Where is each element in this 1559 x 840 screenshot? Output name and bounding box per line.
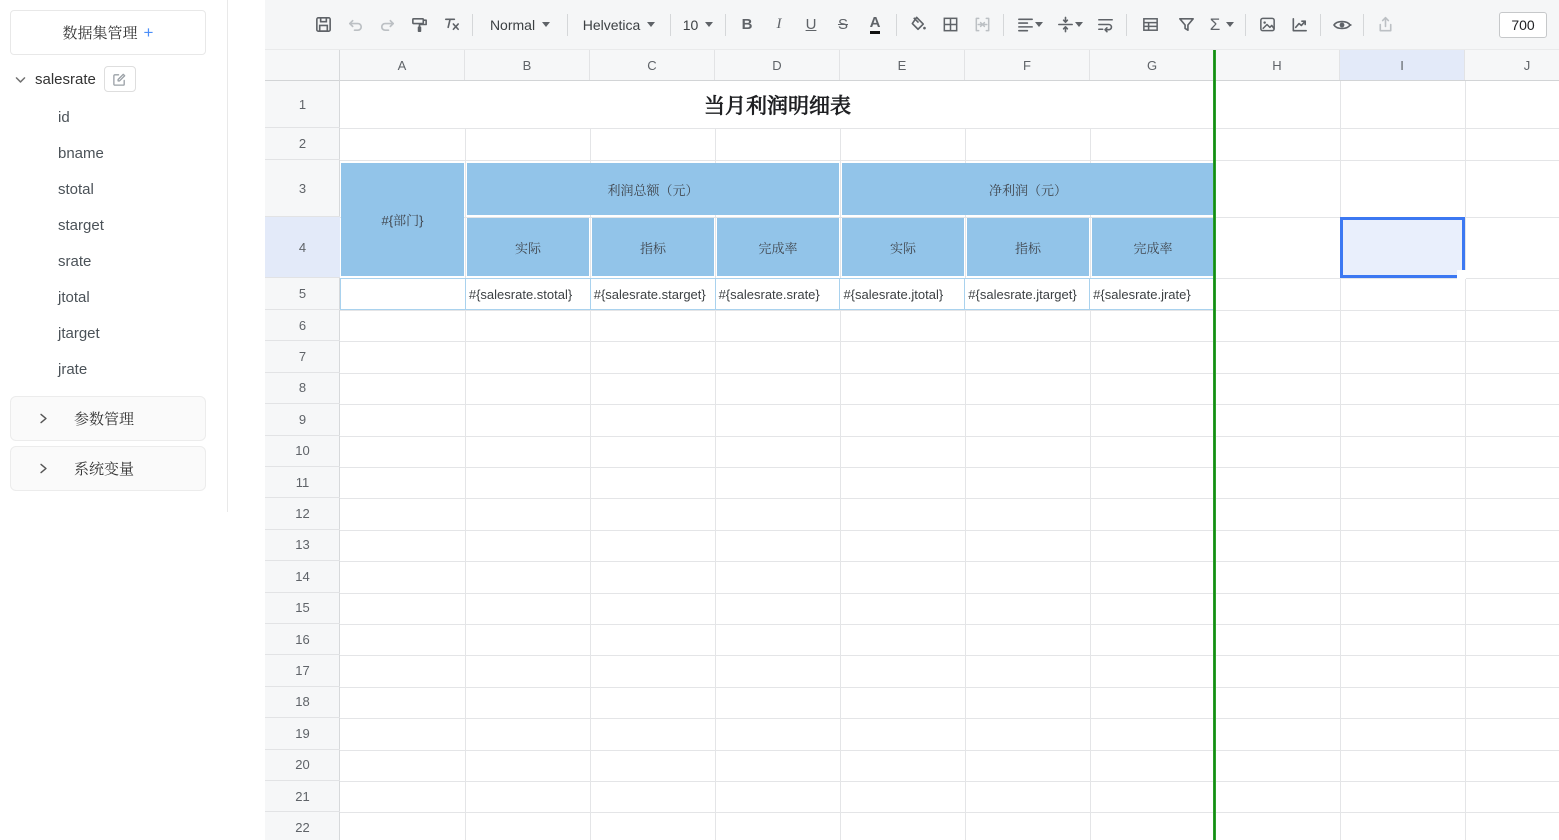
row-header[interactable]: 16 bbox=[265, 624, 340, 655]
sheet-grid bbox=[265, 50, 1559, 840]
row-header[interactable]: 22 bbox=[265, 812, 340, 840]
column-header[interactable]: D bbox=[715, 50, 840, 80]
report-sub-header-cell[interactable]: 完成率 bbox=[1092, 218, 1214, 276]
report-sub-header-cell[interactable]: 实际 bbox=[467, 218, 589, 276]
cell-style-dropdown[interactable] bbox=[478, 10, 562, 40]
zoom-input[interactable] bbox=[1499, 12, 1547, 38]
paint-format-icon bbox=[410, 15, 429, 34]
caret-down-icon bbox=[1226, 22, 1234, 27]
dataset-field[interactable]: jrate bbox=[58, 361, 88, 378]
report-sub-header-cell[interactable]: 指标 bbox=[967, 218, 1089, 276]
sidebar bbox=[0, 0, 228, 512]
paint-format-button[interactable] bbox=[403, 10, 435, 40]
text-color-button[interactable] bbox=[859, 10, 891, 40]
report-data-cell-empty[interactable] bbox=[341, 279, 466, 309]
report-table bbox=[340, 160, 1215, 310]
font-size-value: 10 bbox=[682, 16, 699, 33]
row-header[interactable]: 21 bbox=[265, 781, 340, 812]
text-wrap-button[interactable] bbox=[1089, 10, 1121, 40]
redo-button[interactable] bbox=[371, 10, 403, 40]
row-headers bbox=[265, 81, 340, 840]
toolbar-divider bbox=[896, 14, 897, 36]
dataset-field[interactable]: stotal bbox=[58, 181, 94, 198]
font-size-dropdown[interactable] bbox=[676, 10, 720, 40]
clear-format-button[interactable] bbox=[435, 10, 467, 40]
dataset-name: salesrate bbox=[35, 70, 96, 88]
row-header[interactable]: 6 bbox=[265, 310, 340, 341]
report-data-cell[interactable]: #{salesrate.jtotal} bbox=[840, 279, 965, 309]
undo-button[interactable] bbox=[339, 10, 371, 40]
italic-icon: I bbox=[776, 16, 782, 32]
table-icon bbox=[1141, 15, 1160, 34]
underline-icon: U bbox=[805, 16, 817, 33]
bold-button[interactable] bbox=[731, 10, 763, 40]
report-row-header-cell[interactable]: #{部门} bbox=[341, 163, 464, 276]
column-headers bbox=[340, 50, 1559, 81]
row-header[interactable]: 15 bbox=[265, 593, 340, 624]
report-group-header-cell[interactable]: 利润总额（元） bbox=[467, 163, 839, 215]
dataset-manager-button[interactable] bbox=[10, 10, 206, 55]
merge-cells-button[interactable] bbox=[966, 10, 998, 40]
row-header[interactable]: 3 bbox=[265, 160, 340, 217]
cell-style-value: Normal bbox=[489, 16, 536, 33]
row-header[interactable]: 9 bbox=[265, 404, 340, 435]
fill-color-button[interactable] bbox=[902, 10, 934, 40]
image-icon bbox=[1258, 15, 1277, 34]
save-icon bbox=[314, 15, 333, 34]
add-dataset-icon[interactable]: + bbox=[143, 22, 154, 42]
text-wrap-icon bbox=[1096, 15, 1115, 34]
chevron-right-icon bbox=[37, 462, 50, 475]
report-sub-header-cell[interactable]: 完成率 bbox=[717, 218, 839, 276]
report-group-header-cell[interactable]: 净利润（元） bbox=[842, 163, 1214, 215]
horizontal-align-dropdown[interactable] bbox=[1009, 10, 1049, 40]
edit-pencil-icon bbox=[112, 72, 127, 87]
save-button[interactable] bbox=[307, 10, 339, 40]
report-data-cell[interactable]: #{salesrate.jtarget} bbox=[965, 279, 1090, 309]
eye-icon bbox=[1332, 15, 1352, 35]
report-sub-header-row bbox=[467, 218, 1214, 276]
column-header[interactable]: A bbox=[340, 50, 465, 80]
align-middle-icon bbox=[1056, 15, 1075, 34]
toolbar-divider bbox=[1320, 14, 1321, 36]
dataset-field[interactable]: bname bbox=[58, 145, 104, 162]
toolbar bbox=[265, 0, 1559, 50]
selected-cell[interactable] bbox=[1340, 217, 1465, 278]
toolbar-divider bbox=[1363, 14, 1364, 36]
row-header[interactable]: 4 bbox=[265, 217, 340, 278]
row-header[interactable]: 12 bbox=[265, 498, 340, 529]
row-header[interactable]: 5 bbox=[265, 278, 340, 310]
sidebar-section[interactable] bbox=[10, 446, 206, 491]
toolbar-divider bbox=[1245, 14, 1246, 36]
sum-dropdown[interactable] bbox=[1204, 10, 1240, 40]
text-color-icon: A bbox=[870, 15, 881, 34]
column-header[interactable]: B bbox=[465, 50, 590, 80]
dataset-manager-label: 数据集管理 bbox=[62, 25, 138, 42]
report-data-cell[interactable]: #{salesrate.stotal} bbox=[466, 279, 591, 309]
chevron-right-icon bbox=[37, 412, 50, 425]
italic-button[interactable] bbox=[763, 10, 795, 40]
fill-color-icon bbox=[909, 15, 928, 34]
column-header[interactable]: C bbox=[590, 50, 715, 80]
chart-icon bbox=[1290, 15, 1309, 34]
report-sub-header-cell[interactable]: 实际 bbox=[842, 218, 964, 276]
caret-down-icon bbox=[1035, 22, 1043, 27]
dataset-field[interactable]: jtarget bbox=[58, 325, 100, 342]
chevron-down-icon[interactable] bbox=[14, 73, 27, 86]
report-group-header-row bbox=[467, 163, 1214, 215]
sidebar-section-label: 参数管理 bbox=[74, 411, 135, 428]
column-header[interactable]: I bbox=[1340, 50, 1465, 80]
caret-down-icon bbox=[647, 22, 655, 27]
toolbar-divider bbox=[725, 14, 726, 36]
clear-format-icon bbox=[442, 15, 461, 34]
dataset-node[interactable] bbox=[14, 66, 136, 92]
insert-table-button[interactable] bbox=[1132, 10, 1168, 40]
row-header[interactable]: 17 bbox=[265, 655, 340, 686]
merge-cells-icon bbox=[973, 15, 992, 34]
report-data-cell[interactable]: #{salesrate.jrate} bbox=[1093, 286, 1191, 302]
fill-handle-notch[interactable] bbox=[1457, 270, 1466, 279]
toolbar-divider bbox=[472, 14, 473, 36]
sidebar-sections bbox=[10, 396, 206, 496]
strikethrough-button[interactable] bbox=[827, 10, 859, 40]
select-all-corner[interactable] bbox=[265, 50, 340, 81]
zoom-value: 700 bbox=[1511, 16, 1535, 33]
toolbar-divider bbox=[1126, 14, 1127, 36]
borders-icon bbox=[941, 15, 960, 34]
column-header[interactable]: H bbox=[1215, 50, 1340, 80]
dataset-field[interactable]: id bbox=[58, 109, 70, 126]
sidebar-section[interactable] bbox=[10, 396, 206, 441]
column-header[interactable]: E bbox=[840, 50, 965, 80]
strikethrough-icon: S bbox=[837, 16, 848, 33]
column-header[interactable]: G bbox=[1090, 50, 1215, 80]
row-header[interactable]: 20 bbox=[265, 750, 340, 781]
row-header[interactable]: 14 bbox=[265, 561, 340, 592]
page-break-line bbox=[1213, 50, 1216, 840]
report-data-cell[interactable]: #{salesrate.starget} bbox=[591, 279, 716, 309]
caret-down-icon bbox=[705, 22, 713, 27]
export-icon bbox=[1376, 15, 1395, 34]
dataset-field-list bbox=[58, 100, 104, 388]
font-family-value: Helvetica bbox=[582, 16, 641, 33]
filter-button[interactable] bbox=[1168, 10, 1204, 40]
sidebar-section-label: 系统变量 bbox=[74, 461, 135, 478]
font-family-dropdown[interactable] bbox=[573, 10, 665, 40]
dataset-field[interactable]: srate bbox=[58, 253, 92, 270]
row-header[interactable]: 13 bbox=[265, 530, 340, 561]
insert-image-button[interactable] bbox=[1251, 10, 1283, 40]
edit-dataset-button[interactable] bbox=[104, 66, 136, 92]
insert-chart-button[interactable] bbox=[1283, 10, 1315, 40]
report-data-cell[interactable]: #{salesrate.srate} bbox=[716, 279, 841, 309]
bold-icon: B bbox=[741, 16, 753, 33]
report-title-cell[interactable]: 当月利润明细表 bbox=[704, 94, 851, 118]
toolbar-divider bbox=[670, 14, 671, 36]
row-header[interactable]: 7 bbox=[265, 341, 340, 372]
toolbar-divider bbox=[1003, 14, 1004, 36]
align-left-icon bbox=[1016, 15, 1035, 34]
export-button[interactable] bbox=[1369, 10, 1401, 40]
report-data-row bbox=[340, 278, 1215, 310]
spreadsheet-area bbox=[265, 0, 1559, 840]
dataset-field[interactable]: jtotal bbox=[58, 289, 90, 306]
undo-icon bbox=[346, 15, 365, 34]
redo-icon bbox=[378, 15, 397, 34]
preview-button[interactable] bbox=[1326, 10, 1358, 40]
row-header[interactable]: 1 bbox=[265, 81, 340, 128]
filter-icon bbox=[1177, 15, 1196, 34]
dataset-field[interactable]: starget bbox=[58, 217, 104, 234]
report-sub-header-cell[interactable]: 指标 bbox=[592, 218, 714, 276]
toolbar-divider bbox=[567, 14, 568, 36]
row-header[interactable]: 10 bbox=[265, 436, 340, 467]
row-header[interactable]: 19 bbox=[265, 718, 340, 749]
column-header[interactable]: F bbox=[965, 50, 1090, 80]
vertical-align-dropdown[interactable] bbox=[1049, 10, 1089, 40]
row-header[interactable]: 18 bbox=[265, 687, 340, 718]
underline-button[interactable] bbox=[795, 10, 827, 40]
caret-down-icon bbox=[1075, 22, 1083, 27]
column-header[interactable]: J bbox=[1465, 50, 1559, 80]
row-header[interactable]: 11 bbox=[265, 467, 340, 498]
sum-icon: Σ bbox=[1209, 14, 1221, 34]
row-header[interactable]: 8 bbox=[265, 373, 340, 404]
row-header[interactable]: 2 bbox=[265, 128, 340, 160]
caret-down-icon bbox=[542, 22, 550, 27]
borders-button[interactable] bbox=[934, 10, 966, 40]
